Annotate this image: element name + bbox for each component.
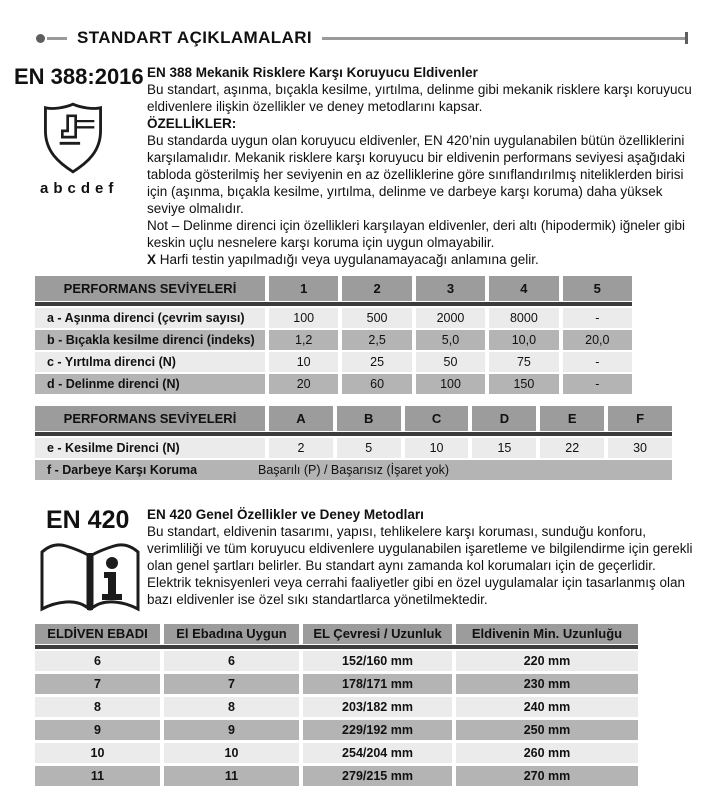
cell-value: 220 mm [456, 651, 638, 671]
table2-header-cell: B [337, 406, 401, 431]
cell-value: 250 mm [456, 720, 638, 740]
glove-size-table [35, 624, 638, 786]
table-row [35, 720, 638, 740]
cell-value: - [563, 308, 632, 328]
en388-intro: Bu standart, aşınma, bıçakla kesilme, yırtılma, delinme gibi mekanik risklere karşı koruyucu eldivenlere ilişkin özellikler ve deney metodlarını kapsar. [147, 82, 692, 114]
table2-header-cell: A [269, 406, 333, 431]
cell-value: 60 [342, 374, 411, 394]
en388-features-label: ÖZELLİKLER: [147, 116, 237, 131]
table1-header-cell: 1 [269, 276, 338, 301]
table-row [35, 697, 638, 717]
header-rule-left [47, 37, 67, 40]
cell-value: 100 [269, 308, 338, 328]
table3-header-row [35, 624, 638, 644]
pass-fail-value: Başarılı (P) / Başarısız (İşaret yok) [257, 463, 449, 477]
table1-header-cell: 5 [563, 276, 632, 301]
cell-value: 22 [540, 438, 604, 458]
cell-value: 6 [164, 651, 299, 671]
en388-left-column [0, 64, 147, 197]
table1-header-rule [35, 302, 632, 306]
cell-value: 10 [269, 352, 338, 372]
cell-value: 2 [269, 438, 333, 458]
en388-section [0, 64, 724, 268]
row-label: a - Aşınma direnci (çevrim sayısı) [35, 308, 265, 328]
cell-value: 7 [35, 674, 160, 694]
en388-code-heading: EN 388:2016 [14, 64, 144, 89]
x-note-text: Harfi testin yapılmadığı veya uygulanamayacağı anlamına gelir. [156, 252, 539, 267]
shield-performance-letters: abcdef [40, 180, 119, 197]
table1-header-cell: 4 [489, 276, 558, 301]
cell-value: 279/215 mm [303, 766, 452, 786]
cell-value: 30 [608, 438, 672, 458]
cell-value: 178/171 mm [303, 674, 452, 694]
cell-value: 6 [35, 651, 160, 671]
cell-value: 1,2 [269, 330, 338, 350]
header-rule-end-tick [685, 32, 688, 44]
table1-header-row [35, 276, 632, 301]
table3-header-cell: Eldivenin Min. Uzunluğu [456, 624, 638, 644]
cell-value: 25 [342, 352, 411, 372]
cell-value: - [563, 352, 632, 372]
en420-section [0, 506, 724, 614]
cell-value: 8 [164, 697, 299, 717]
performance-levels-table-1 [35, 276, 632, 394]
cell-value: 203/182 mm [303, 697, 452, 717]
cell-value: 5,0 [416, 330, 485, 350]
table-row [35, 330, 632, 350]
table1-header-cell: PERFORMANS SEVİYELERİ [35, 276, 265, 301]
cell-value: 7 [164, 674, 299, 694]
cell-value: 150 [489, 374, 558, 394]
table2-header-cell: PERFORMANS SEVİYELERİ [35, 406, 265, 431]
cell-value: - [563, 374, 632, 394]
table2-header-cell: F [608, 406, 672, 431]
table3-header-cell: ELDİVEN EBADI [35, 624, 160, 644]
cell-value: 8 [35, 697, 160, 717]
en388-features-text: Bu standarda uygun olan koruyucu eldivenler, EN 420’nin uygulanabilen bütün özelliklerini karşılamalıdır. Mekanik risklere karşı koruyucu bir eldivenin performans seviyesi aşağıdaki tabloda gösterilmiş her seviyenin en az özelliklerine göre sınıflandırılmış niteliklerden birisi için (aşınma, bıçakla kesilme, yırtılma, delinme ve darbeye karşı koruma) daha yüksek seviye olmalıdır. [147, 133, 685, 216]
cell-value: 5 [337, 438, 401, 458]
cell-value: 10,0 [489, 330, 558, 350]
table2-header-cell: C [405, 406, 469, 431]
table-row [35, 374, 632, 394]
table3-header-cell: El Ebadına Uygun [164, 624, 299, 644]
table2-header-row [35, 406, 672, 431]
cell-value: 9 [164, 720, 299, 740]
cell-value: 15 [472, 438, 536, 458]
page-title: STANDART AÇIKLAMALARI [77, 28, 313, 47]
cell-value: 230 mm [456, 674, 638, 694]
cell-value: 8000 [489, 308, 558, 328]
cell-value: 152/160 mm [303, 651, 452, 671]
table-row [35, 308, 632, 328]
table-row [35, 743, 638, 763]
en420-pictogram [36, 538, 146, 614]
cell-value: 10 [35, 743, 160, 763]
cell-value: 20 [269, 374, 338, 394]
cell-value: 500 [342, 308, 411, 328]
table-row [35, 766, 638, 786]
table-row [35, 460, 672, 480]
en388-x-note [147, 251, 700, 268]
row-label: f - Darbeye Karşı Koruma [47, 463, 198, 477]
table3-header-cell: EL Çevresi / Uzunluk [303, 624, 452, 644]
row-label: b - Bıçakla kesilme direnci (indeks) [35, 330, 265, 350]
table2-header-cell: D [472, 406, 536, 431]
row-label: d - Delinme direnci (N) [35, 374, 265, 394]
open-book-info-icon [36, 538, 144, 614]
row-label: c - Yırtılma direnci (N) [35, 352, 265, 372]
table2-header-cell: E [540, 406, 604, 431]
table-row [35, 651, 638, 671]
en420-heading: EN 420 Genel Özellikler ve Deney Metodları [147, 507, 424, 522]
en388-pictogram [40, 100, 150, 197]
x-letter: X [147, 252, 157, 267]
table-row [35, 674, 638, 694]
cell-value: 11 [35, 766, 160, 786]
cell-value: 10 [405, 438, 469, 458]
en388-text-column [147, 64, 712, 268]
table1-header-cell: 2 [342, 276, 411, 301]
performance-levels-table-2 [35, 406, 672, 480]
en388-heading: EN 388 Mekanik Risklere Karşı Koruyucu Eldivenler [147, 65, 478, 80]
page-header [36, 28, 688, 48]
table3-header-rule [35, 645, 638, 649]
table2-header-rule [35, 432, 672, 436]
cell-value: 50 [416, 352, 485, 372]
cell-value: 254/204 mm [303, 743, 452, 763]
table-row [35, 352, 632, 372]
cell-value: 240 mm [456, 697, 638, 717]
en420-body: Bu standart, eldivenin tasarımı, yapısı, tehlikelere karşı koruması, sunduğu konforu, verimliliği ve tüm koruyucu eldivenlere uygulanabilen işaretleme ve bilgilendirme için gerekli olan genel şartları belirler. Bu standart aynı zamanda kol korumaları için de geçerlidir. Elektrik teknisyenleri veya cerrahi faaliyetler gibi en özel uygulamalar için tasarlanmış olan bazı eldivenler ise özel sıkı standartlarca yönetilmektedir. [147, 524, 693, 607]
cell-value: 270 mm [456, 766, 638, 786]
cell-value: 2000 [416, 308, 485, 328]
en420-left-column [0, 506, 147, 614]
cell-value: 229/192 mm [303, 720, 452, 740]
row-label: e - Kesilme Direnci (N) [35, 438, 265, 458]
en420-text-column [147, 506, 712, 608]
cell-value: 10 [164, 743, 299, 763]
bullet-dot-icon [36, 34, 45, 43]
cell-value: 2,5 [342, 330, 411, 350]
cell-value: 20,0 [563, 330, 632, 350]
header-rule-right [322, 37, 685, 40]
en420-code-heading: EN 420 [46, 506, 130, 534]
cell-value: 11 [164, 766, 299, 786]
cell-value: 75 [489, 352, 558, 372]
cell-value: 9 [35, 720, 160, 740]
shield-hammer-icon [41, 100, 105, 176]
table-row [35, 438, 672, 458]
en388-note: Not – Delinme direnci için özellikleri karşılayan eldivenler, deri altı (hipodermik) iğneler gibi keskin uçlu nesnelere karşı koruma için uygun olmayabilir. [147, 218, 685, 250]
cell-value: 100 [416, 374, 485, 394]
table1-header-cell: 3 [416, 276, 485, 301]
cell-value: 260 mm [456, 743, 638, 763]
